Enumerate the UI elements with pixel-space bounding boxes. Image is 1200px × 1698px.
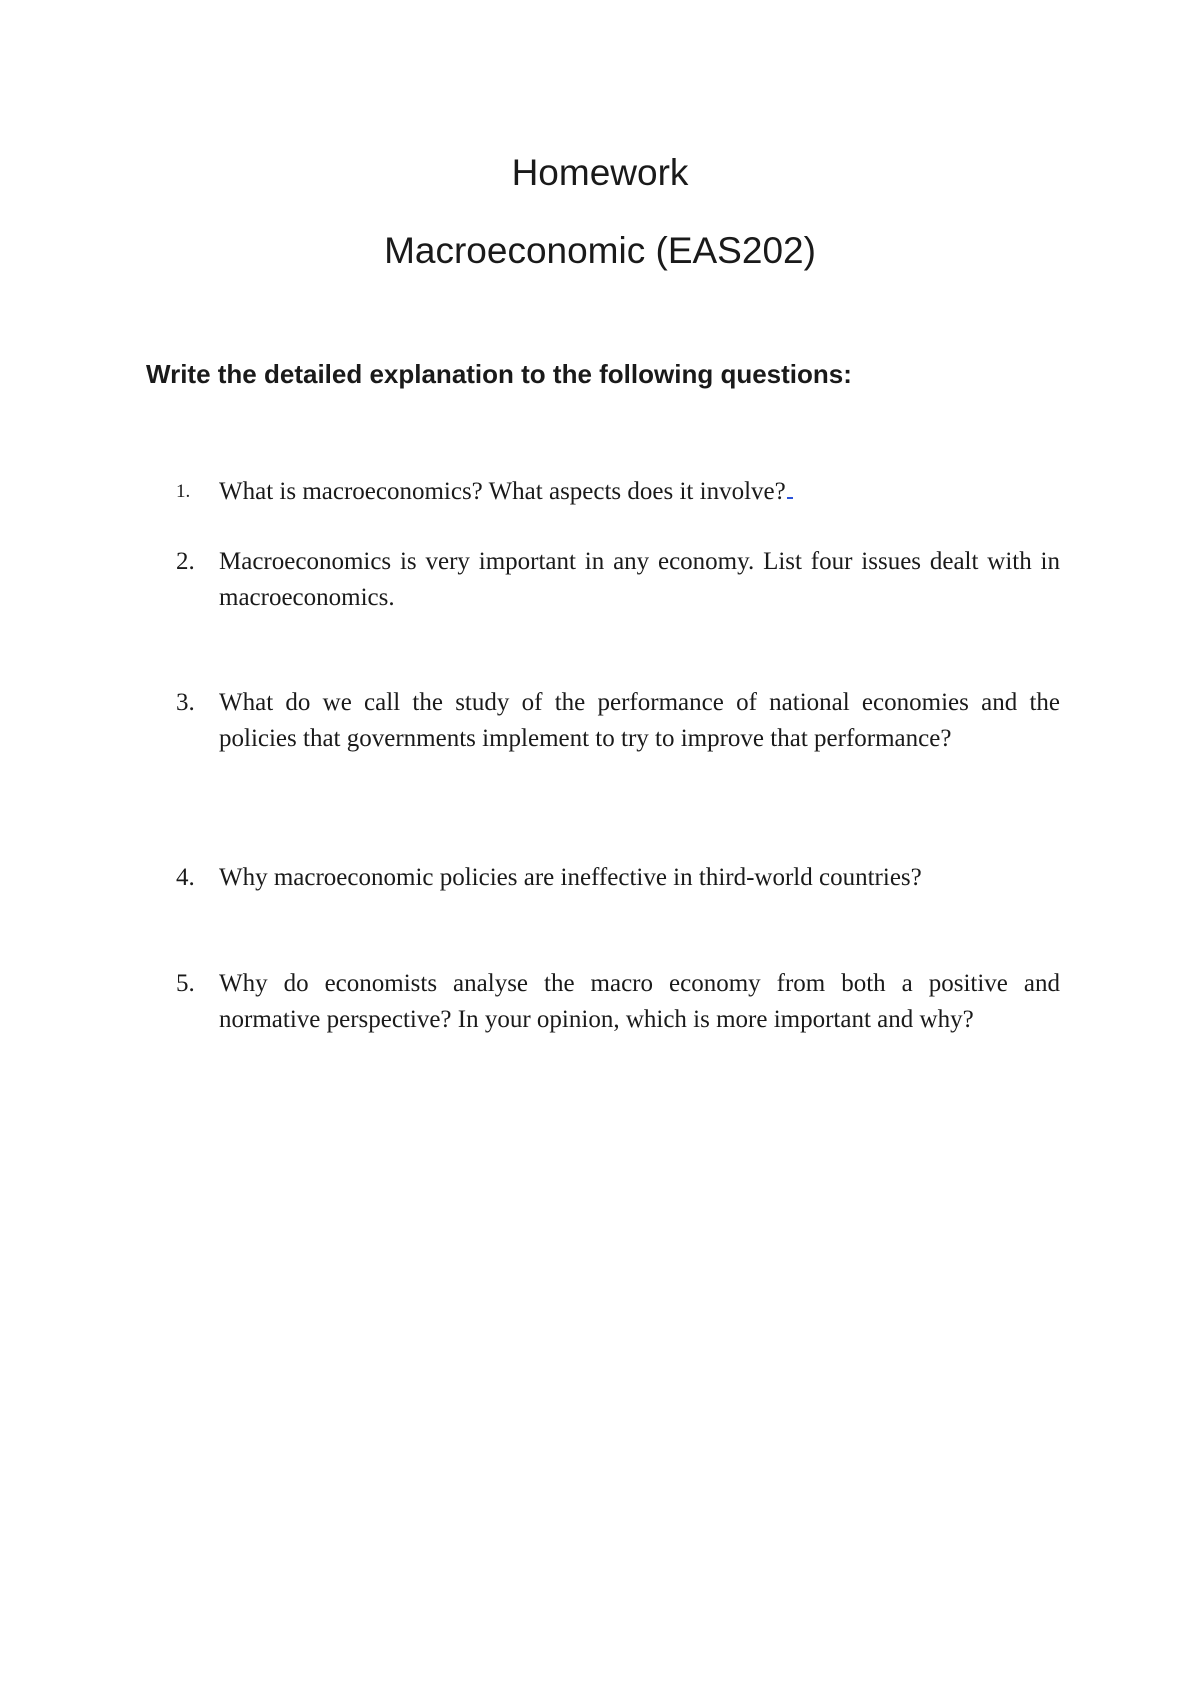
question-number: 1. xyxy=(176,481,191,502)
page-title: Homework xyxy=(511,152,689,193)
question-text: Why macroeconomic policies are ineffective in third-world countries? xyxy=(219,864,922,891)
question-item-1 xyxy=(176,474,1060,510)
question-item-3 xyxy=(176,685,1060,757)
question-number: 4. xyxy=(176,864,195,891)
question-item-2 xyxy=(176,544,1060,616)
text-cursor-mark xyxy=(787,497,793,499)
question-number: 5. xyxy=(176,970,195,997)
question-text: Macroeconomics is very important in any economy. List four issues dealt with in macroeconomics. xyxy=(219,548,1060,611)
question-number: 2. xyxy=(176,548,195,575)
question-text-content: What is macroeconomics? What aspects does it involve? xyxy=(219,478,786,505)
question-number: 3. xyxy=(176,689,195,716)
question-text xyxy=(219,474,1060,510)
page-subtitle: Macroeconomic (EAS202) xyxy=(384,230,816,271)
question-text: What do we call the study of the performance of national economies and the policies that governments implement to try to improve that performance? xyxy=(219,689,1060,752)
question-item-4 xyxy=(176,860,1060,896)
question-text: Why do economists analyse the macro economy from both a positive and normative perspective? In your opinion, which is more important and why? xyxy=(219,970,1060,1033)
instruction-text: Write the detailed explanation to the following questions: xyxy=(146,359,852,389)
question-item-5 xyxy=(176,966,1060,1038)
